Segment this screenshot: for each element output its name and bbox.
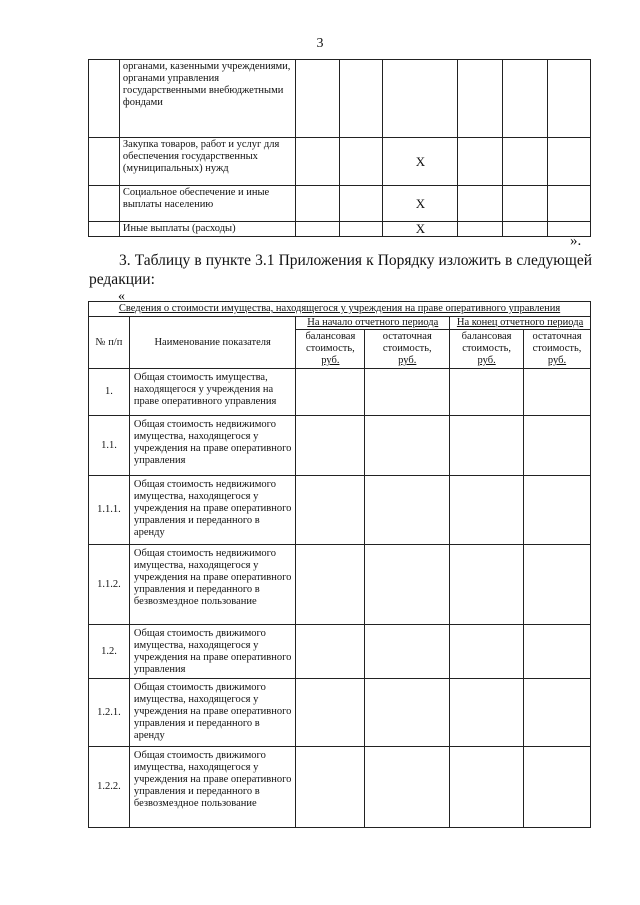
row-number: 1. (89, 369, 130, 416)
table-row (89, 476, 591, 545)
column-header-number: № п/п (89, 317, 130, 369)
column-header-balance-start: балансовая стоимость, руб. (296, 330, 365, 369)
column-header-residual-end: остаточная стоимость, руб. (524, 330, 591, 369)
row-mark: X (383, 222, 458, 237)
row-name: Закупка товаров, работ и услуг для обеспечения государственных (муниципальных) нужд (119, 138, 295, 186)
table-row (89, 222, 591, 237)
period-start-header: На начало отчетного периода (296, 317, 450, 330)
table-row (89, 545, 591, 625)
amendment-paragraph: 3. Таблицу в пункте 3.1 Приложения к Порядку изложить в следующей редакции: (89, 252, 592, 288)
closing-quote: ». (570, 233, 582, 249)
column-header-name: Наименование показателя (129, 317, 296, 369)
row-indicator: Общая стоимость движимого имущества, находящегося у учреждения на праве оперативного управления (129, 625, 296, 679)
column-header-balance-end: балансовая стоимость, руб. (450, 330, 524, 369)
table-title: Сведения о стоимости имущества, находящегося у учреждения на праве оперативного управления (89, 302, 591, 317)
row-mark (383, 60, 458, 138)
table-row (89, 625, 591, 679)
column-header-residual-start: остаточная стоимость, руб. (365, 330, 450, 369)
table-row (89, 369, 591, 416)
row-indicator: Общая стоимость недвижимого имущества, находящегося у учреждения на праве оперативного управления и переданного в безвозмездное пользование (129, 545, 296, 625)
table-row (89, 747, 591, 828)
row-indicator: Общая стоимость имущества, находящегося у учреждения на праве оперативного управления (129, 369, 296, 416)
expense-table-continuation (88, 59, 591, 237)
row-name: Иные выплаты (расходы) (119, 222, 295, 237)
table-row (89, 186, 591, 222)
row-indicator: Общая стоимость недвижимого имущества, находящегося у учреждения на праве оперативного управления (129, 416, 296, 476)
table-row (89, 60, 591, 138)
row-number: 1.1.2. (89, 545, 130, 625)
row-number: 1.1.1. (89, 476, 130, 545)
table-row (89, 416, 591, 476)
table-row (89, 679, 591, 747)
period-end-header: На конец отчетного периода (450, 317, 591, 330)
row-mark: X (383, 138, 458, 186)
row-number: 1.2.1. (89, 679, 130, 747)
property-value-table (88, 301, 591, 828)
row-number: 1.2. (89, 625, 130, 679)
row-number: 1.1. (89, 416, 130, 476)
page-number: 3 (316, 36, 324, 51)
row-indicator: Общая стоимость недвижимого имущества, находящегося у учреждения на праве оперативного управления и переданного в аренду (129, 476, 296, 545)
row-number: 1.2.2. (89, 747, 130, 828)
opening-quote: « (118, 289, 125, 304)
row-name: органами, казенными учреждениями, органами управления государственными внебюджетными фондами (119, 60, 295, 138)
row-mark: X (383, 186, 458, 222)
row-indicator: Общая стоимость движимого имущества, находящегося у учреждения на праве оперативного управления и переданного в аренду (129, 679, 296, 747)
row-indicator: Общая стоимость движимого имущества, находящегося у учреждения на праве оперативного управления и переданного в безвозмездное пользование (129, 747, 296, 828)
table-row (89, 138, 591, 186)
row-name: Социальное обеспечение и иные выплаты населению (119, 186, 295, 222)
